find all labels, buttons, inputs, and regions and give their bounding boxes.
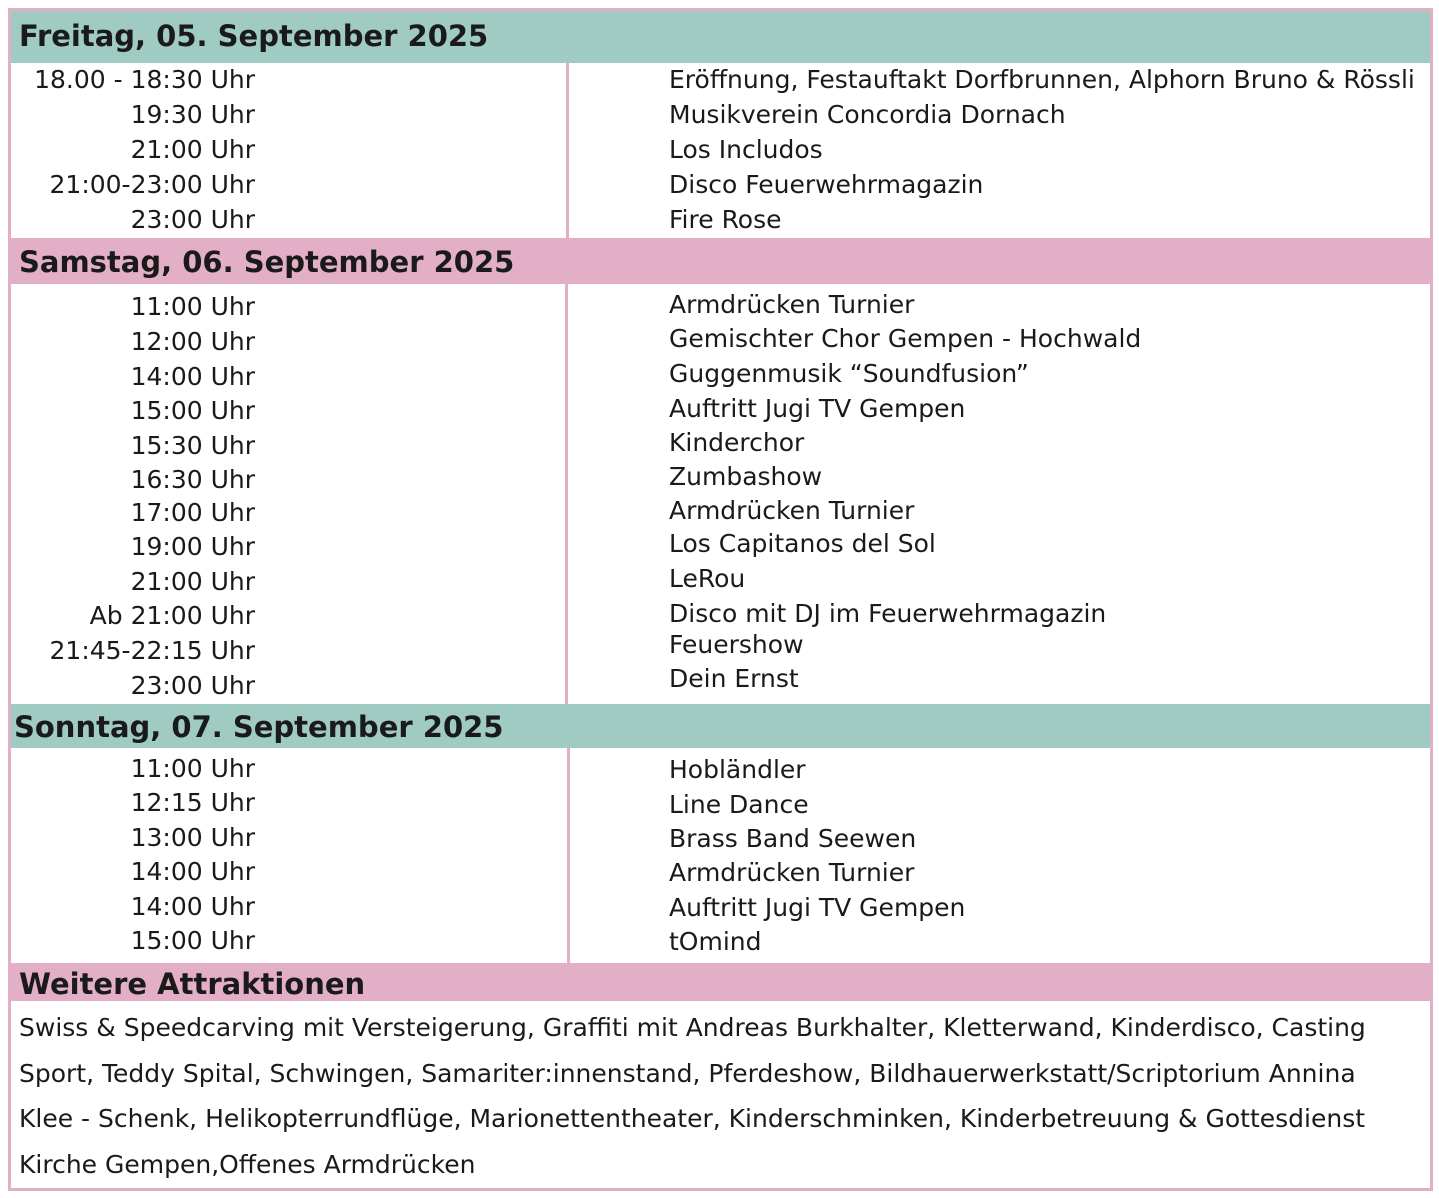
event-cell: Disco Feuerwehrmagazin xyxy=(669,170,984,199)
time-cell: 17:00 Uhr xyxy=(130,498,255,527)
event-cell: Los Includos xyxy=(669,135,823,164)
time-cell: 11:00 Uhr xyxy=(130,292,255,321)
event-cell: Disco mit DJ im Feuerwehrmagazin xyxy=(669,599,1107,628)
time-cell: Ab 21:00 Uhr xyxy=(89,601,255,630)
day-block-sunday xyxy=(11,748,1430,963)
event-cell: Hobländler xyxy=(669,755,806,784)
time-cell: 14:00 Uhr xyxy=(130,892,255,921)
event-cell: Eröffnung, Festauftakt Dorfbrunnen, Alphorn Bruno & Rössli xyxy=(669,65,1415,94)
time-cell: 18.00 - 18:30 Uhr xyxy=(34,65,255,94)
event-cell: Armdrücken Turnier xyxy=(669,858,915,887)
time-cell: 19:30 Uhr xyxy=(130,100,255,129)
event-cell: Dein Ernst xyxy=(669,664,799,693)
day-title: Freitag, 05. September 2025 xyxy=(19,19,489,53)
day-header-friday xyxy=(11,11,1430,63)
extras-text: Swiss & Speedcarving mit Versteigerung, Graffiti mit Andreas Burkhalter, Kletterwand, Kinderdisco, Casting Sport, Teddy Spital, Schwingen, Samariter:innenstand, Pferdeshow, Bildhauerwerkstatt/Scriptorium Annina Klee - Schenk, Helikopterrundflüge, Marionettentheater, Kinderschminken, Kinderbetreuung & Gottesdienst Kirche Gempen,Offenes Armdrücken xyxy=(19,1013,1366,1179)
day-header-saturday xyxy=(11,238,1430,284)
time-cell: 21:00-23:00 Uhr xyxy=(49,170,255,199)
event-cell: Armdrücken Turnier xyxy=(669,496,915,525)
extras-title: Weitere Attraktionen xyxy=(19,967,366,1001)
time-cell: 12:00 Uhr xyxy=(130,327,255,356)
event-cell: Auftritt Jugi TV Gempen xyxy=(669,394,966,423)
day-block-friday xyxy=(11,63,1430,238)
time-cell: 21:00 Uhr xyxy=(130,135,255,164)
event-cell: Kinderchor xyxy=(669,428,805,457)
day-header-sunday xyxy=(11,704,1430,748)
time-cell: 16:30 Uhr xyxy=(130,465,255,494)
day-title: Samstag, 06. September 2025 xyxy=(19,245,515,279)
time-cell: 14:00 Uhr xyxy=(130,857,255,886)
event-cell: LeRou xyxy=(669,564,746,593)
day-title: Sonntag, 07. September 2025 xyxy=(14,710,504,744)
time-cell: 14:00 Uhr xyxy=(130,362,255,391)
time-cell: 12:15 Uhr xyxy=(130,788,255,817)
event-cell: Brass Band Seewen xyxy=(669,824,917,853)
time-cell: 21:00 Uhr xyxy=(130,567,255,596)
time-cell: 19:00 Uhr xyxy=(130,532,255,561)
extras-header xyxy=(11,963,1430,1001)
event-cell: Line Dance xyxy=(669,790,809,819)
event-cell: Guggenmusik “Soundfusion” xyxy=(669,359,1029,388)
event-cell: Auftritt Jugi TV Gempen xyxy=(669,893,966,922)
event-cell: tOmind xyxy=(669,927,762,956)
program-table xyxy=(8,8,1433,1191)
time-cell: 11:00 Uhr xyxy=(130,754,255,783)
event-cell: Fire Rose xyxy=(669,205,782,234)
time-cell: 15:00 Uhr xyxy=(130,396,255,425)
event-cell: Los Capitanos del Sol xyxy=(669,529,936,558)
event-cell: Armdrücken Turnier xyxy=(669,290,915,319)
column-divider xyxy=(566,63,569,238)
time-cell: 21:45-22:15 Uhr xyxy=(49,636,255,665)
time-cell: 15:00 Uhr xyxy=(130,926,255,955)
column-divider xyxy=(567,748,570,963)
event-cell: Gemischter Chor Gempen - Hochwald xyxy=(669,324,1142,353)
event-cell: Feuershow xyxy=(669,630,804,659)
time-cell: 15:30 Uhr xyxy=(130,431,255,460)
time-cell: 23:00 Uhr xyxy=(130,671,255,700)
time-cell: 23:00 Uhr xyxy=(130,205,255,234)
column-divider xyxy=(565,284,568,704)
day-block-saturday xyxy=(11,284,1430,704)
time-cell: 13:00 Uhr xyxy=(130,823,255,852)
event-cell: Musikverein Concordia Dornach xyxy=(669,100,1066,129)
event-cell: Zumbashow xyxy=(669,462,823,491)
